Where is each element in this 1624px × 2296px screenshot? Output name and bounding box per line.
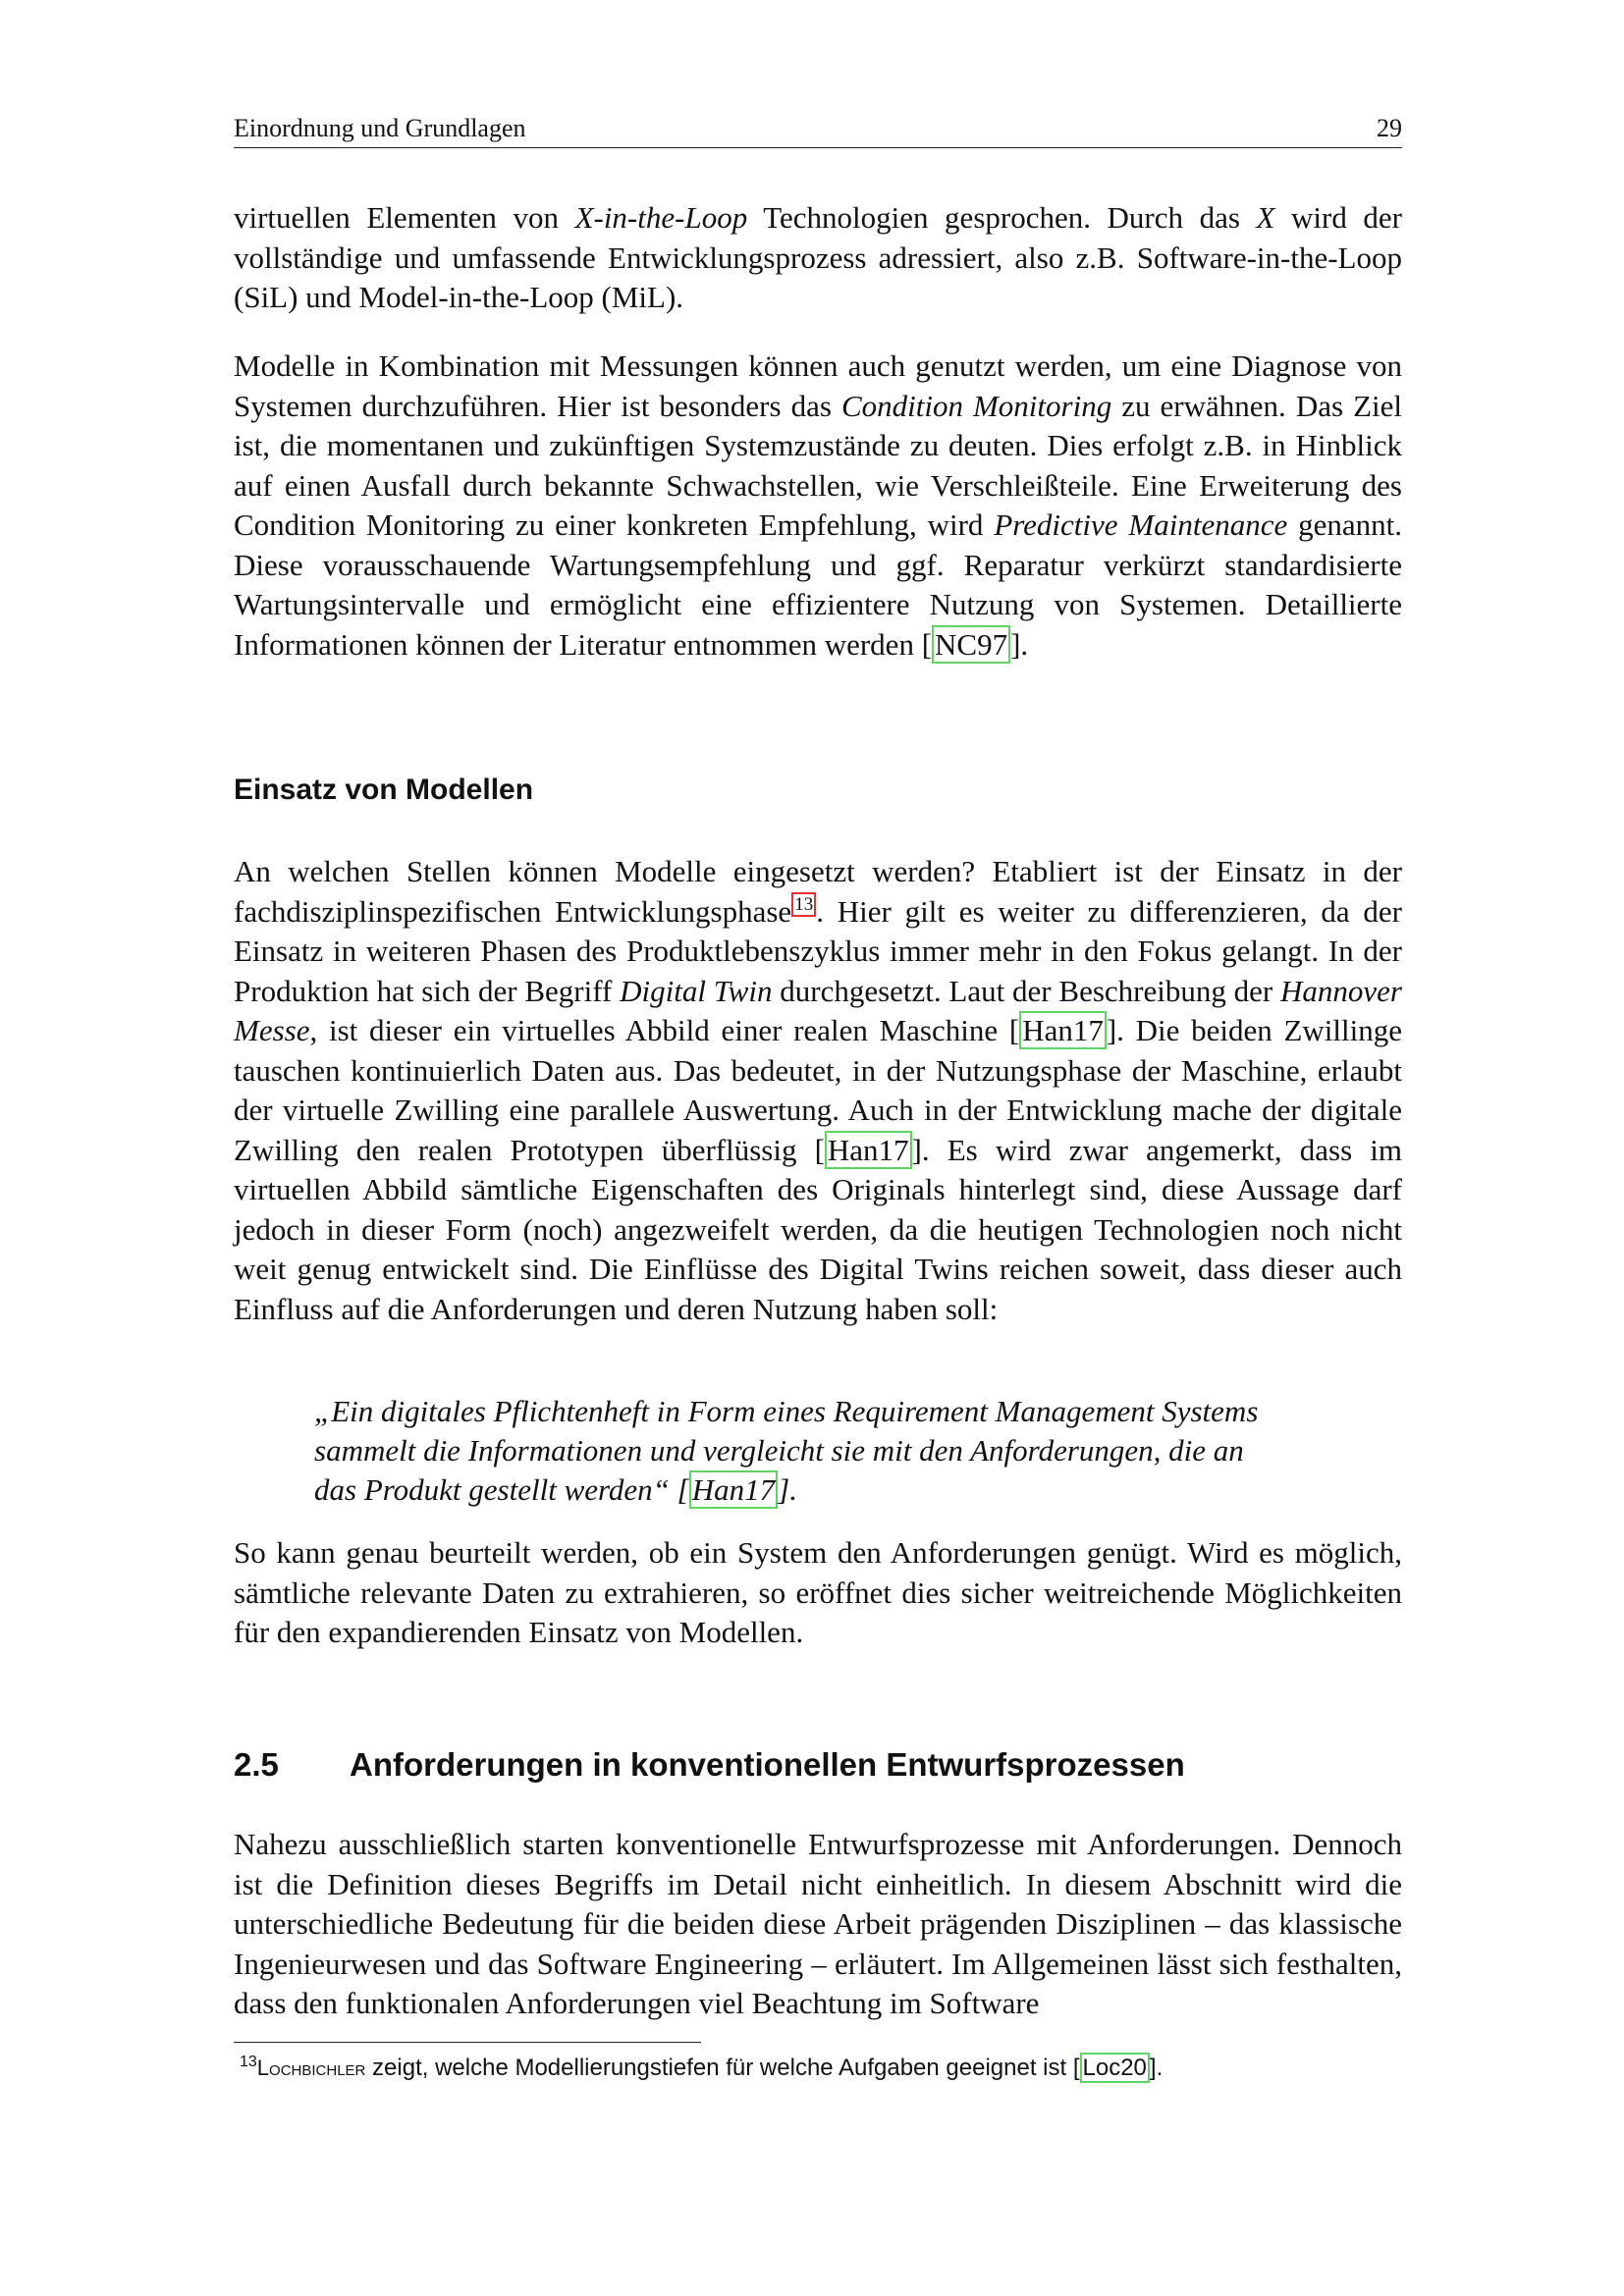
citation-link[interactable]: Han17 [1019,1011,1107,1049]
paragraph-5: Nahezu ausschließlich starten konventionelle Entwurfsprozesse mit Anforderungen. Dennoch ist die Definition dieses Begriffs im Detail nicht einheitlich. In diesem Abschnitt wird die unterschiedliche Bedeutung für die beiden diese Arbeit prägenden Disziplinen – das klassische Ingenieurwesen und das Software Engineering – erläutert. Im Allgemeinen lässt sich festhalten, dass den funktionalen Anforderungen viel Beachtung im Software [234,1827,1402,2020]
footnote-rule [234,2042,701,2043]
subheading: Einsatz von Modellen [234,774,534,806]
paragraph-4: So kann genau beurteilt werden, ob ein System den Anforderungen genügt. Wird es möglich, sämtliche relevante Daten zu extrahieren, so eröffnet dies sicher weitreichende Möglichkeiten für den expandierenden Einsatz von Modellen. [234,1535,1402,1649]
paragraph-3: An welchen Stellen können Modelle eingesetzt werden? Etabliert ist der Einsatz in der fachdisziplinspezifischen Entwicklungsphase $^{13}$. Hier gilt es weiter zu differenzieren, da der Einsatz in weiteren Phasen des Produktlebenszyklus immer mehr in den Fokus gelangt. In der Produktion hat sich der Begriff Digital Twin durchgesetzt. Laut der Beschreibung der Hannover Messe, ist dieser ein virtuelles Abbild einer realen Maschine [Han17]. Die beiden Zwillinge tauschen kontinuierlich Daten aus. Das bedeutet, in der Nutzungsphase der Maschine, erlaubt der virtuelle Zwilling eine parallele Auswertung. Auch in der Entwicklung mache der digitale Zwilling den realen Prototypen überflüssig [Han17]. Es wird zwar angemerkt, dass im virtuellen Abbild sämtliche Eigenschaften des Originals hinterlegt sind, diese Aussage darf jedoch in dieser Form (noch) angezweifelt werden, da die heutigen Technologien noch nicht weit genug entwickelt sind. Die Einflüsse des Digital Twins reichen soweit, dass dieser auch Einfluss auf die Anforderungen und deren Nutzung haben soll: [234,854,1403,1326]
section-heading [234,1746,1185,1784]
citation-link[interactable]: NC97 [932,625,1010,664]
section-title: Anforderungen in konventionellen Entwurfsprozessen [350,1746,1185,1783]
section-number: 2.5 [234,1746,279,1783]
citation-link[interactable]: Han17 [825,1131,912,1169]
footnote-ref[interactable]: 13 [791,892,816,917]
footnote: $^{13}$Lochbichler zeigt, welche Modellierungstiefen für welche Aufgaben geeignet ist [ Loc20 ]. [240,2054,1164,2081]
citation-link[interactable]: Loc20 [1080,2053,1150,2083]
paragraph-1: virtuellen Elementen von X-in-the-Loop Technologien gesprochen. Durch das X wird der vollständige und umfassende Entwicklungsprozess adressiert, also z.B. Software-in-the-Loop (SiL) und Model-in-the-Loop (MiL). [234,200,1402,314]
paragraph-2: Modelle in Kombination mit Messungen können auch genutzt werden, um eine Diagnose von Systemen durchzuführen. Hier ist besonders das Condition Monitoring zu erwähnen. Das Ziel ist, die momentanen und zukünftigen Systemzustände zu deuten. Dies erfolgt z.B. in Hinblick auf einen Ausfall durch bekannte Schwachstellen, wie Verschleißteile. Eine Erweiterung des Condition Monitoring zu einer konkreten Empfehlung, wird Predictive Maintenance genannt. Diese vorausschauende Wartungsempfehlung und ggf. Reparatur verkürzt standardisierte Wartungsintervalle und ermöglicht eine effizientere Nutzung von Systemen. Detaillierte Informationen können der Literatur entnommen werden [NC97]. [234,348,1402,662]
citation-link[interactable]: Han17 [689,1470,778,1509]
running-header-title: Einordnung und Grundlagen [234,114,526,142]
block-quote: „Ein digitales Pflichtenheft in Form eines Requirement Management Systems sammelt die Informationen und vergleicht sie mit den Anforderungen, die an das Produkt gestellt werden“ [Han17]. [314,1394,1259,1507]
page-number: 29 [1377,114,1402,142]
running-header [234,110,1402,148]
